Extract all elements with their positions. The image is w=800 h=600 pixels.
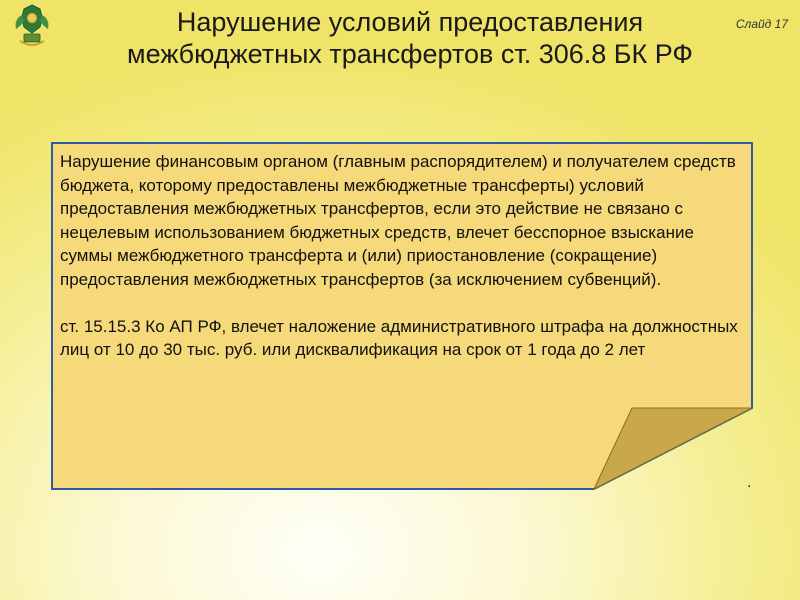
slide-title-line-2: межбюджетных трансфертов ст. 306.8 БК РФ bbox=[127, 39, 693, 69]
note-paragraph-2: ст. 15.15.3 Ко АП РФ, влечет наложение административного штрафа на должностных лиц от 10 до 30 тыс. руб. или дисквалификация на срок от 1 года до 2 лет bbox=[60, 316, 738, 359]
slide-number-label: Слайд 17 bbox=[735, 17, 788, 31]
note-text bbox=[60, 150, 745, 385]
slide-title-line-1: Нарушение условий предоставления bbox=[176, 7, 644, 37]
note-paragraph-1: Нарушение финансовым органом (главным распорядителем) и получателем средств бюджета, которому предоставлены межбюджетные трансферты) условий предоставления межбюджетных трансфертов, если это действие не связано с нецелевым использованием бюджетных средств, влечет бесспорное взыскание суммы межбюджетного трансферта и (или) приостановление (сокращение) предоставления межбюджетных трансфертов (за исключением субвенций). bbox=[60, 152, 736, 289]
footer-dot: . bbox=[747, 474, 752, 491]
